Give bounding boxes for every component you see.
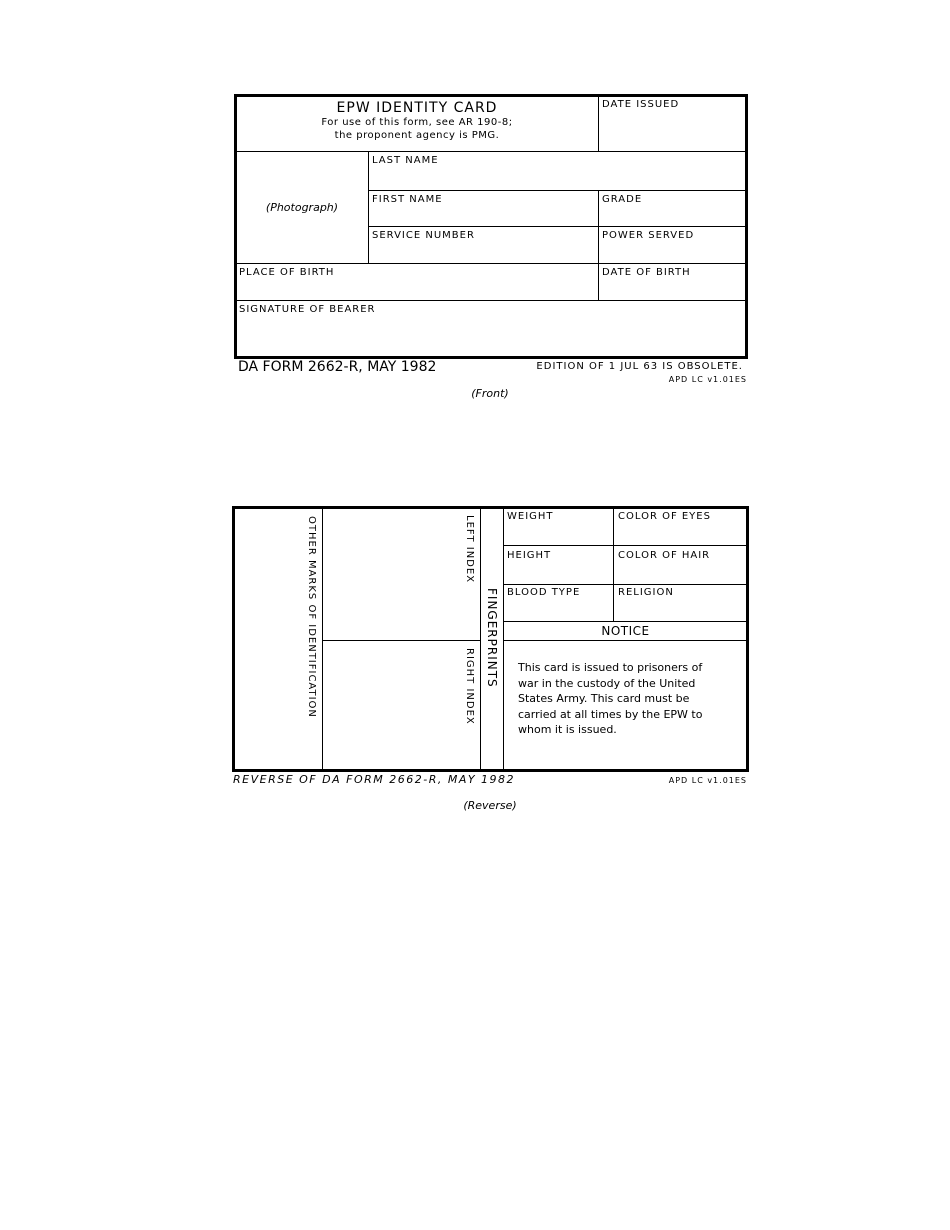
divider xyxy=(598,191,599,300)
photo-placeholder: (Photograph) xyxy=(265,201,339,214)
blood-type-label: BLOOD TYPE xyxy=(507,587,581,598)
divider xyxy=(613,508,614,621)
fingerprints-label: FINGERPRINTS xyxy=(485,588,499,688)
left-index-label: LEFT INDEX xyxy=(464,515,475,584)
religion-label: RELIGION xyxy=(618,587,674,598)
divider xyxy=(236,300,746,301)
reverse-form-id: REVERSE OF DA FORM 2662-R, MAY 1982 xyxy=(233,773,516,786)
divider xyxy=(236,151,746,152)
card-title: EPW IDENTITY CARD xyxy=(336,100,498,116)
side-caption-front: (Front) xyxy=(471,387,509,400)
divider xyxy=(504,584,747,585)
side-caption-reverse: (Reverse) xyxy=(463,799,517,812)
divider xyxy=(480,508,481,770)
place-of-birth-label: PLACE OF BIRTH xyxy=(239,267,335,278)
divider xyxy=(368,152,369,263)
edition-note: EDITION OF 1 JUL 63 IS OBSOLETE. xyxy=(536,361,743,372)
version-label: APD LC v1.01ES xyxy=(668,375,747,384)
form-id: DA FORM 2662-R, MAY 1982 xyxy=(238,359,437,375)
height-label: HEIGHT xyxy=(507,550,552,561)
grade-label: GRADE xyxy=(602,194,643,205)
date-of-birth-label: DATE OF BIRTH xyxy=(602,267,691,278)
divider xyxy=(323,640,480,641)
weight-label: WEIGHT xyxy=(507,511,554,522)
divider xyxy=(504,621,747,622)
divider xyxy=(504,545,747,546)
card-subtitle-line2: the proponent agency is PMG. xyxy=(334,130,500,141)
power-served-label: POWER SERVED xyxy=(602,230,695,241)
signature-label: SIGNATURE OF BEARER xyxy=(239,304,376,315)
color-of-hair-label: COLOR OF HAIR xyxy=(618,550,711,561)
first-name-label: FIRST NAME xyxy=(372,194,443,205)
notice-heading: NOTICE xyxy=(601,624,650,638)
date-issued-label: DATE ISSUED xyxy=(602,99,680,110)
other-marks-label: OTHER MARKS OF IDENTIFICATION xyxy=(306,516,317,718)
service-number-label: SERVICE NUMBER xyxy=(372,230,475,241)
divider xyxy=(503,508,504,770)
notice-text: This card is issued to prisoners of war in the custody of the United States Army. This card must be carried at all times by the EPW to whom it is issued. xyxy=(518,661,703,736)
divider xyxy=(504,640,747,641)
divider xyxy=(322,508,323,770)
divider xyxy=(369,226,746,227)
divider xyxy=(236,263,746,264)
color-of-eyes-label: COLOR OF EYES xyxy=(618,511,711,522)
divider xyxy=(598,96,599,152)
divider xyxy=(369,190,746,191)
right-index-label: RIGHT INDEX xyxy=(464,648,475,725)
card-subtitle-line1: For use of this form, see AR 190-8; xyxy=(321,117,513,128)
reverse-version-label: APD LC v1.01ES xyxy=(668,776,747,785)
last-name-label: LAST NAME xyxy=(372,155,439,166)
